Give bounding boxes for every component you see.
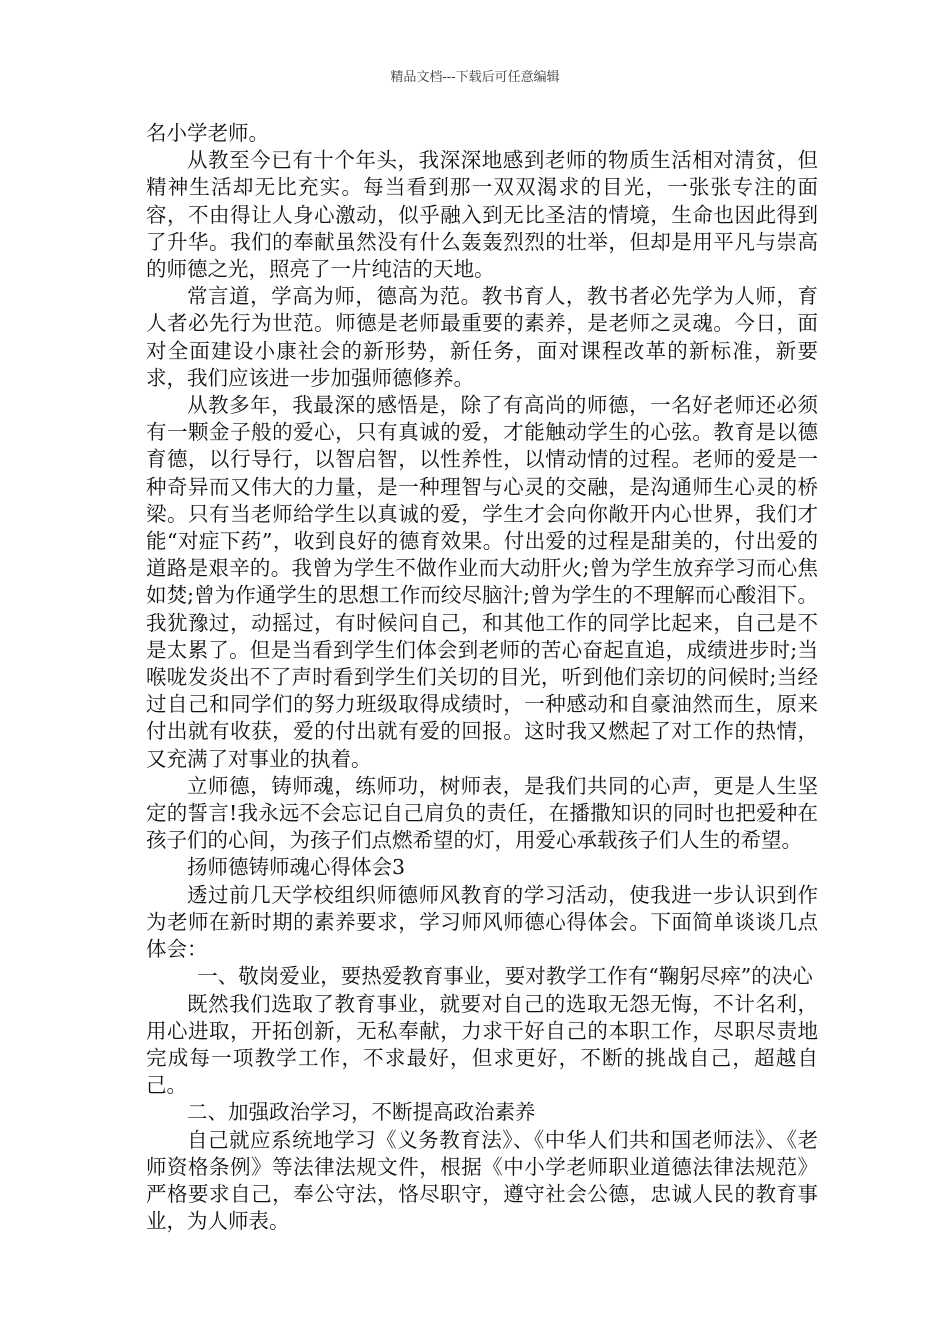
page-header: 精品文档---下载后可任意编辑 — [390, 70, 560, 85]
paragraph: 既然我们选取了教育事业，就要对自己的选取无怨无悔，不计名利，用心进取，开拓创新，无私奉献，力求干好自己的本职工作，尽职尽责地完成每一项教学工作，不求最好，但求更好，不断的挑战自己，超越自己。 — [146, 991, 818, 1098]
paragraph: 从教至今已有十个年头，我深深地感到老师的物质生活相对清贫，但精神生活却无比充实。每当看到那一双双渴求的目光，一张张专注的面容，不由得让人身心激动，似乎融入到无比圣洁的情境，生命也因此得到了升华。我们的奉献虽然没有什么轰轰烈烈的壮举，但却是用平凡与崇高的师德之光，照亮了一片纯洁的天地。 — [146, 148, 818, 282]
paragraph: 透过前几天学校组织师德师风教育的学习活动，使我进一步认识到作为老师在新时期的素养要求，学习师风师德心得体会。下面简单谈谈几点体会： — [146, 882, 818, 962]
paragraph: 常言道，学高为师，德高为范。教书育人，教书者必先学为人师，育人者必先行为世范。师德是老师最重要的素养，是老师之灵魂。今日，面对全面建设小康社会的新形势，新任务，面对课程改革的新标准，新要求，我们应该进一步加强师德修养。 — [146, 284, 818, 390]
section-title: 扬师德铸师魂心得体会3 — [187, 855, 406, 880]
paragraph: 立师德，铸师魂，练师功，树师表，是我们共同的心声，更是人生坚定的誓言!我永远不会忘记自己肩负的责任，在播撒知识的同时也把爱种在孩子们的心间，为孩子们点燃希望的灯，用爱心承载孩子们人生的希望。 — [146, 773, 818, 853]
paragraph-continuation: 名小学老师。 — [146, 121, 269, 145]
document-body — [146, 120, 818, 1235]
subheading: 二、加强政治学习，不断提高政治素养 — [187, 1100, 536, 1125]
paragraph: 从教多年，我最深的感悟是，除了有高尚的师德，一名好老师还必须有一颗金子般的爱心，只有真诚的爱，才能触动学生的心弦。教育是以德育德，以行导行，以智启智，以性养性，以情动情的过程。老师的爱是一种奇异而又伟大的力量，是一种理智与心灵的交融，是沟通师生心灵的桥梁。只有当老师给学生以真诚的爱，学生才会向你敞开内心世界，我们才能“对症下药”，收到良好的德育效果。付出爱的过程是甜美的，付出爱的道路是艰辛的。我曾为学生不做作业而大动肝火;曾为学生放弃学习而心焦如焚;曾为作通学生的思想工作而绞尽脑汁;曾为学生的不理解而心酸泪下。我犹豫过，动摇过，有时候问自己，和其他工作的同学比起来，自己是不是太累了。但是当看到学生们体会到老师的苦心奋起直追，成绩进步时;当喉咙发炎出不了声时看到学生们关切的目光，听到他们亲切的问候时;当经过自己和同学们的努力班级取得成绩时，一种感动和自豪油然而生，原来付出就有收获，爱的付出就有爱的回报。这时我又燃起了对工作的热情，又充满了对事业的执着。 — [146, 393, 818, 771]
subheading: 一、敬岗爱业，要热爱教育事业，要对教学工作有“鞠躬尽瘁”的决心 — [197, 964, 813, 989]
paragraph: 自己就应系统地学习《义务教育法》、《中华人们共和国老师法》、《老师资格条例》等法律法规文件，根据《中小学老师职业道德法律法规范》严格要求自己，奉公守法，恪尽职守，遵守社会公德，忠诚人民的教育事业，为人师表。 — [146, 1127, 818, 1234]
